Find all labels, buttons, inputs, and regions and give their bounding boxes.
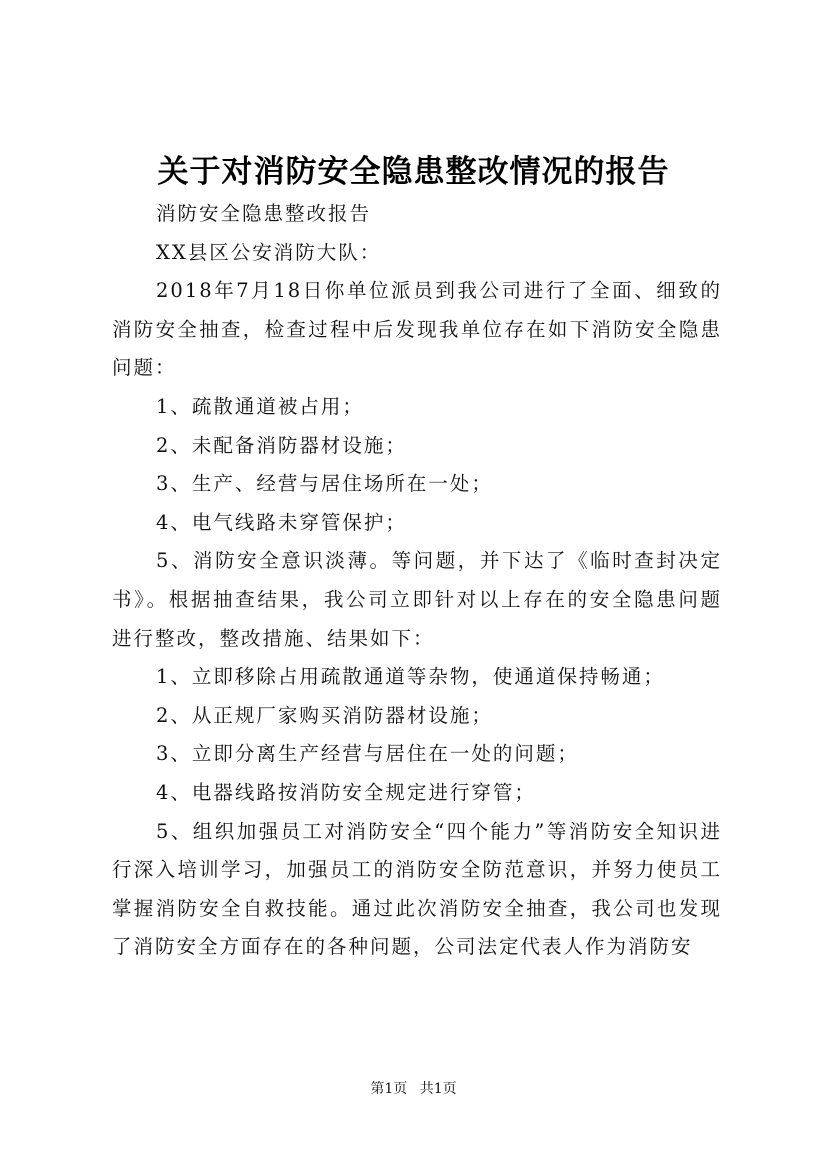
measure-item-2: 2、从正规厂家购买消防器材设施； <box>156 703 493 727</box>
page-total: 共1页 <box>419 1081 457 1097</box>
page-number: 第1页 <box>370 1081 408 1097</box>
salutation: XX县区公安消防大队： <box>156 240 382 264</box>
document-body <box>112 195 722 967</box>
issue-item-5: 5、消防安全意识淡薄。等问题，并下达了《临时查封决定书》。根据抽查结果，我公司立即针对以上存在的安全隐患问题进行整改，整改措施、结果如下： <box>112 549 722 650</box>
document-title: 关于对消防安全隐患整改情况的报告 <box>157 154 670 190</box>
measure-item-1: 1、立即移除占用疏散通道等杂物，使通道保持畅通； <box>156 665 665 689</box>
issue-item-4: 4、电气线路未穿管保护； <box>156 510 407 534</box>
measure-item-5: 5、组织加强员工对消防安全“四个能力”等消防安全知识进行深入培训学习，加强员工的消防安全防范意识，并努力使员工掌握消防安全自救技能。通过此次消防安全抽查，我公司也发现了消防安全方面存在的各种问题，公司法定代表人作为消防安 <box>112 819 722 959</box>
measure-item-3: 3、立即分离生产经营与居住在一处的问题； <box>156 742 579 766</box>
issue-item-2: 2、未配备消防器材设施； <box>156 433 407 457</box>
report-subtitle: 消防安全隐患整改报告 <box>156 202 372 225</box>
issue-item-1: 1、疏散通道被占用； <box>156 394 364 418</box>
measure-item-4: 4、电器线路按消防安全规定进行穿管； <box>156 780 536 804</box>
issue-item-3: 3、生产、经营与居住场所在一处； <box>156 472 493 496</box>
paragraph-intro: 2018年7月18日你单位派员到我公司进行了全面、细致的消防安全抽查，检查过程中后发现我单位存在如下消防安全隐患问题： <box>112 279 722 380</box>
page-footer <box>0 1078 827 1098</box>
